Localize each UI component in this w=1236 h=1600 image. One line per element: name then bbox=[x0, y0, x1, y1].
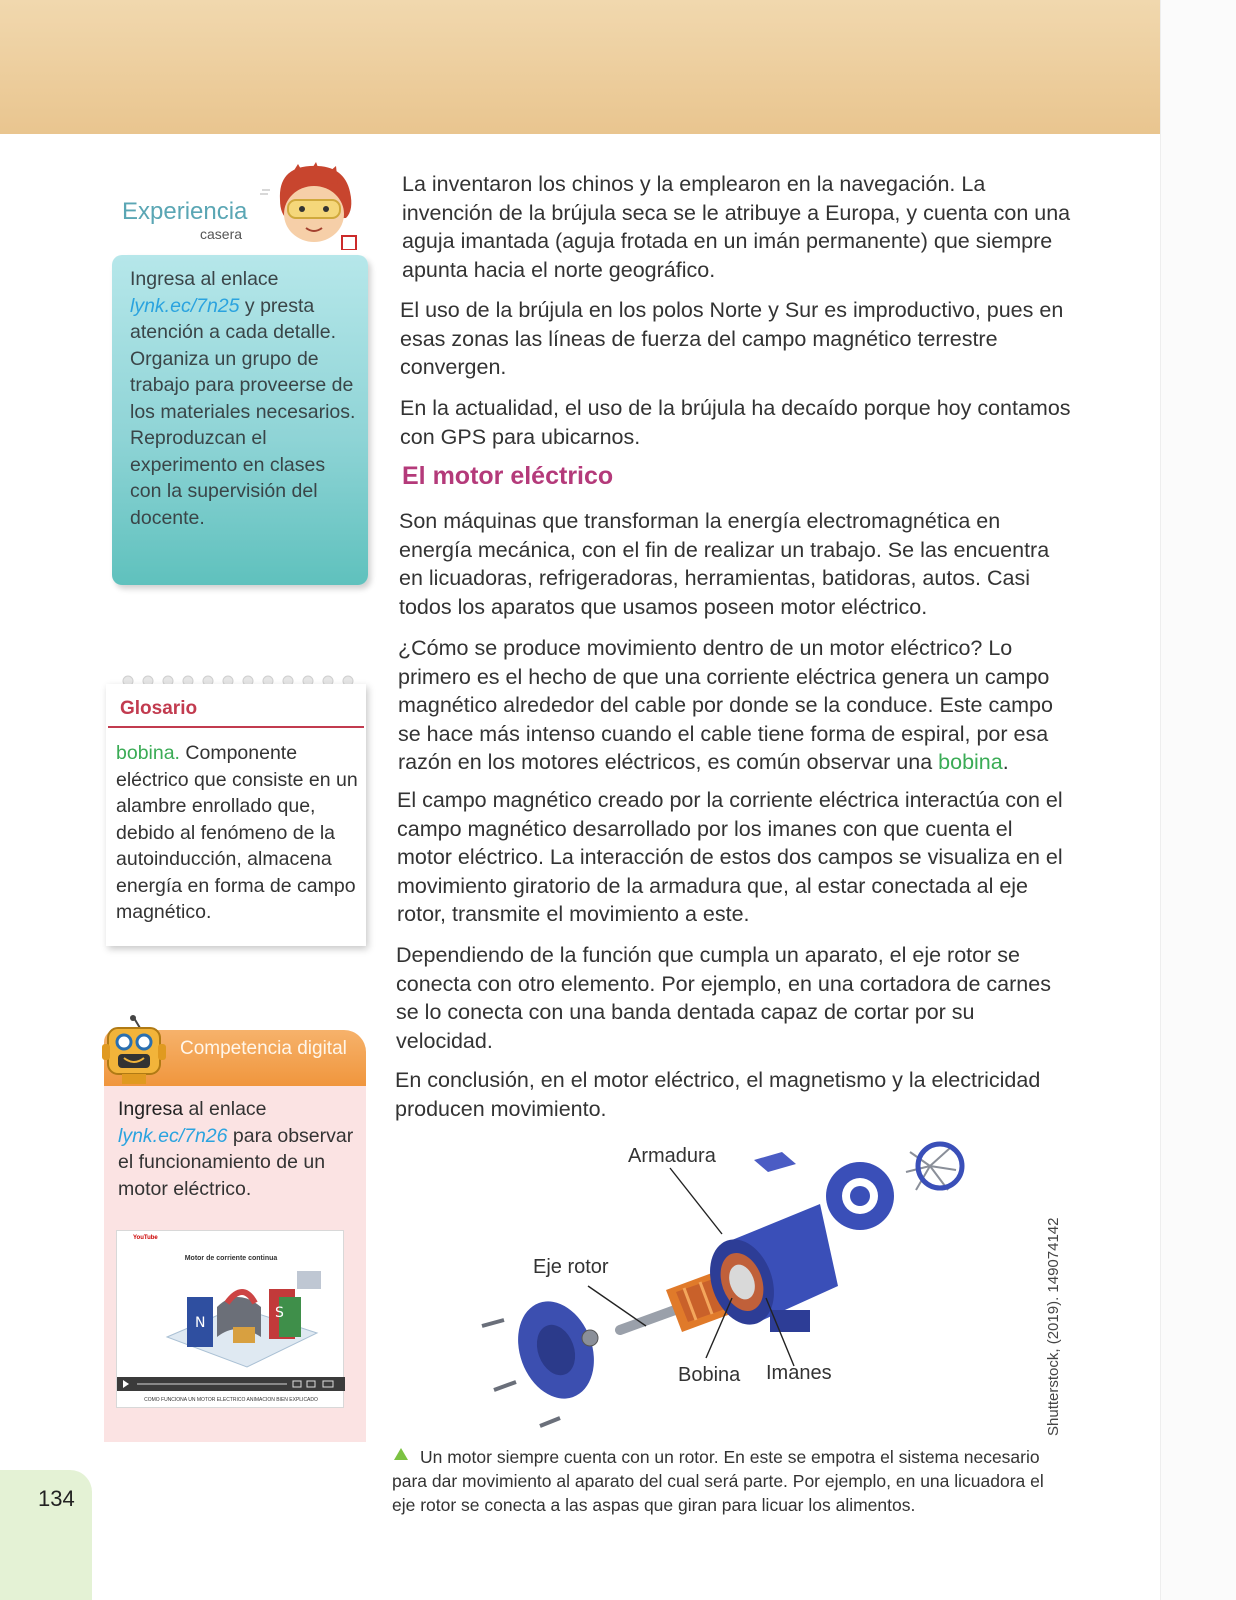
svg-text:N: N bbox=[195, 1315, 206, 1331]
video-caption: COMO FUNCIONA UN MOTOR ELECTRICO ANIMACION BIEN EXPLICADO bbox=[144, 1397, 318, 1403]
bobina-term: bobina bbox=[938, 750, 1003, 774]
video-controls-bar[interactable] bbox=[117, 1377, 345, 1391]
label-eje-rotor: Eje rotor bbox=[533, 1256, 609, 1278]
page-number: 134 bbox=[38, 1486, 75, 1511]
competencia-text: Ingresa al enlace lynk.ec/7n26 para observar el funcionamiento de un motor eléctrico. bbox=[118, 1098, 354, 1200]
video-thumbnail[interactable] bbox=[116, 1230, 344, 1408]
glosario-divider bbox=[108, 726, 364, 728]
glosario-title: Glosario bbox=[120, 698, 198, 719]
motor-exploded-diagram bbox=[470, 1130, 990, 1440]
competencia-title: Competencia digital bbox=[180, 1038, 347, 1059]
motor-animation-illustration bbox=[157, 1267, 327, 1375]
video-title: Motor de corriente continua bbox=[184, 1255, 278, 1262]
paragraph-motor-definicion: Son máquinas que transforman la energía electromagnética en energía mecánica, con el fin de realizar un trabajo. Se las encuentra en licuadoras, refrigeradoras, herramientas, batidoras, autos. Casi todos los aparatos que usamos poseen motor eléctrico. bbox=[399, 509, 1050, 619]
label-armadura: Armadura bbox=[628, 1145, 716, 1167]
youtube-logo: YouTube bbox=[133, 1235, 158, 1241]
paragraph-brujula-polos: El uso de la brújula en los polos Norte y Sur es improductivo, pues en esas zonas las líneas de fuerza del campo magnético terrestre convergen. bbox=[400, 298, 1064, 379]
header-band bbox=[0, 0, 1160, 134]
glosario-text: bobina. Componente eléctrico que consiste en un alambre enrollado que, debido al fenómeno de la autoinducción, almacena energía en forma de campo magnético. bbox=[116, 742, 358, 923]
svg-text:S: S bbox=[275, 1305, 284, 1321]
experiencia-title: Experiencia bbox=[122, 198, 248, 225]
robot-icon bbox=[100, 1014, 168, 1088]
play-icon[interactable] bbox=[117, 1377, 345, 1391]
experiencia-text: Ingresa al enlace lynk.ec/7n25 y presta atención a cada detalle. Organiza un grupo de trabajo para proveerse de los materiales necesarios. Reproduzcan el experimento en clases con la supervisión del docente. bbox=[130, 268, 356, 529]
label-bobina: Bobina bbox=[678, 1364, 741, 1386]
figure-caption: Un motor siempre cuenta con un rotor. En este se empotra el sistema necesario para dar movimiento al aparato del cual será parte. Por ejemplo, en una licuadora el eje rotor se conecta a las aspas que giran para licuar los alimentos. bbox=[392, 1447, 1044, 1515]
paragraph-brujula-actualidad: En la actualidad, el uso de la brújula ha decaído porque hoy contamos con GPS para ubicarnos. bbox=[400, 396, 1071, 449]
paragraph-motor-movimiento: ¿Cómo se produce movimiento dentro de un motor eléctrico? Lo primero es el hecho de que una corriente eléctrica genera un campo magnético alrededor del cable por donde se la conduce. Este campo se hace más intenso cuando el cable tiene forma de espiral, por esa razón en los motores eléctricos, es común observar una bobina. bbox=[398, 636, 1053, 774]
experiencia-link[interactable]: lynk.ec/7n25 bbox=[130, 294, 240, 317]
paragraph-brujula-origen: La inventaron los chinos y la emplearon en la navegación. La invención de la brújula seca se le atribuye a Europa, y cuenta con una aguja imantada (aguja frotada en un imán permanente) que siempre apunta hacia el norte geográfico. bbox=[402, 172, 1071, 282]
page-margin bbox=[1160, 0, 1236, 1600]
competencia-link[interactable]: lynk.ec/7n26 bbox=[118, 1124, 228, 1147]
paragraph-eje-rotor: Dependiendo de la función que cumpla un aparato, el eje rotor se conecta con otro elemento. Por ejemplo, en una cortadora de carnes se lo conecta con una banda dentada capaz de cortar por su velocidad. bbox=[396, 943, 1051, 1053]
kid-scientist-icon bbox=[258, 160, 370, 250]
image-credit: Shutterstock, (2019). 149074142 bbox=[1045, 1217, 1062, 1436]
paragraph-conclusion: En conclusión, en el motor eléctrico, el magnetismo y la electricidad producen movimiento. bbox=[395, 1068, 1041, 1121]
glosario-term: bobina. bbox=[116, 742, 180, 764]
experiencia-subtitle: casera bbox=[200, 226, 243, 242]
paragraph-campo-magnetico: El campo magnético creado por la corriente eléctrica interactúa con el campo magnético desarrollado por los imanes con que cuenta el motor eléctrico. La interacción de estos dos campos se visualiza en el movimiento giratorio de la armadura que, al estar conectada al eje rotor, transmite el movimiento a este. bbox=[397, 788, 1063, 926]
section-heading: El motor eléctrico bbox=[402, 462, 614, 490]
label-imanes: Imanes bbox=[766, 1362, 832, 1384]
